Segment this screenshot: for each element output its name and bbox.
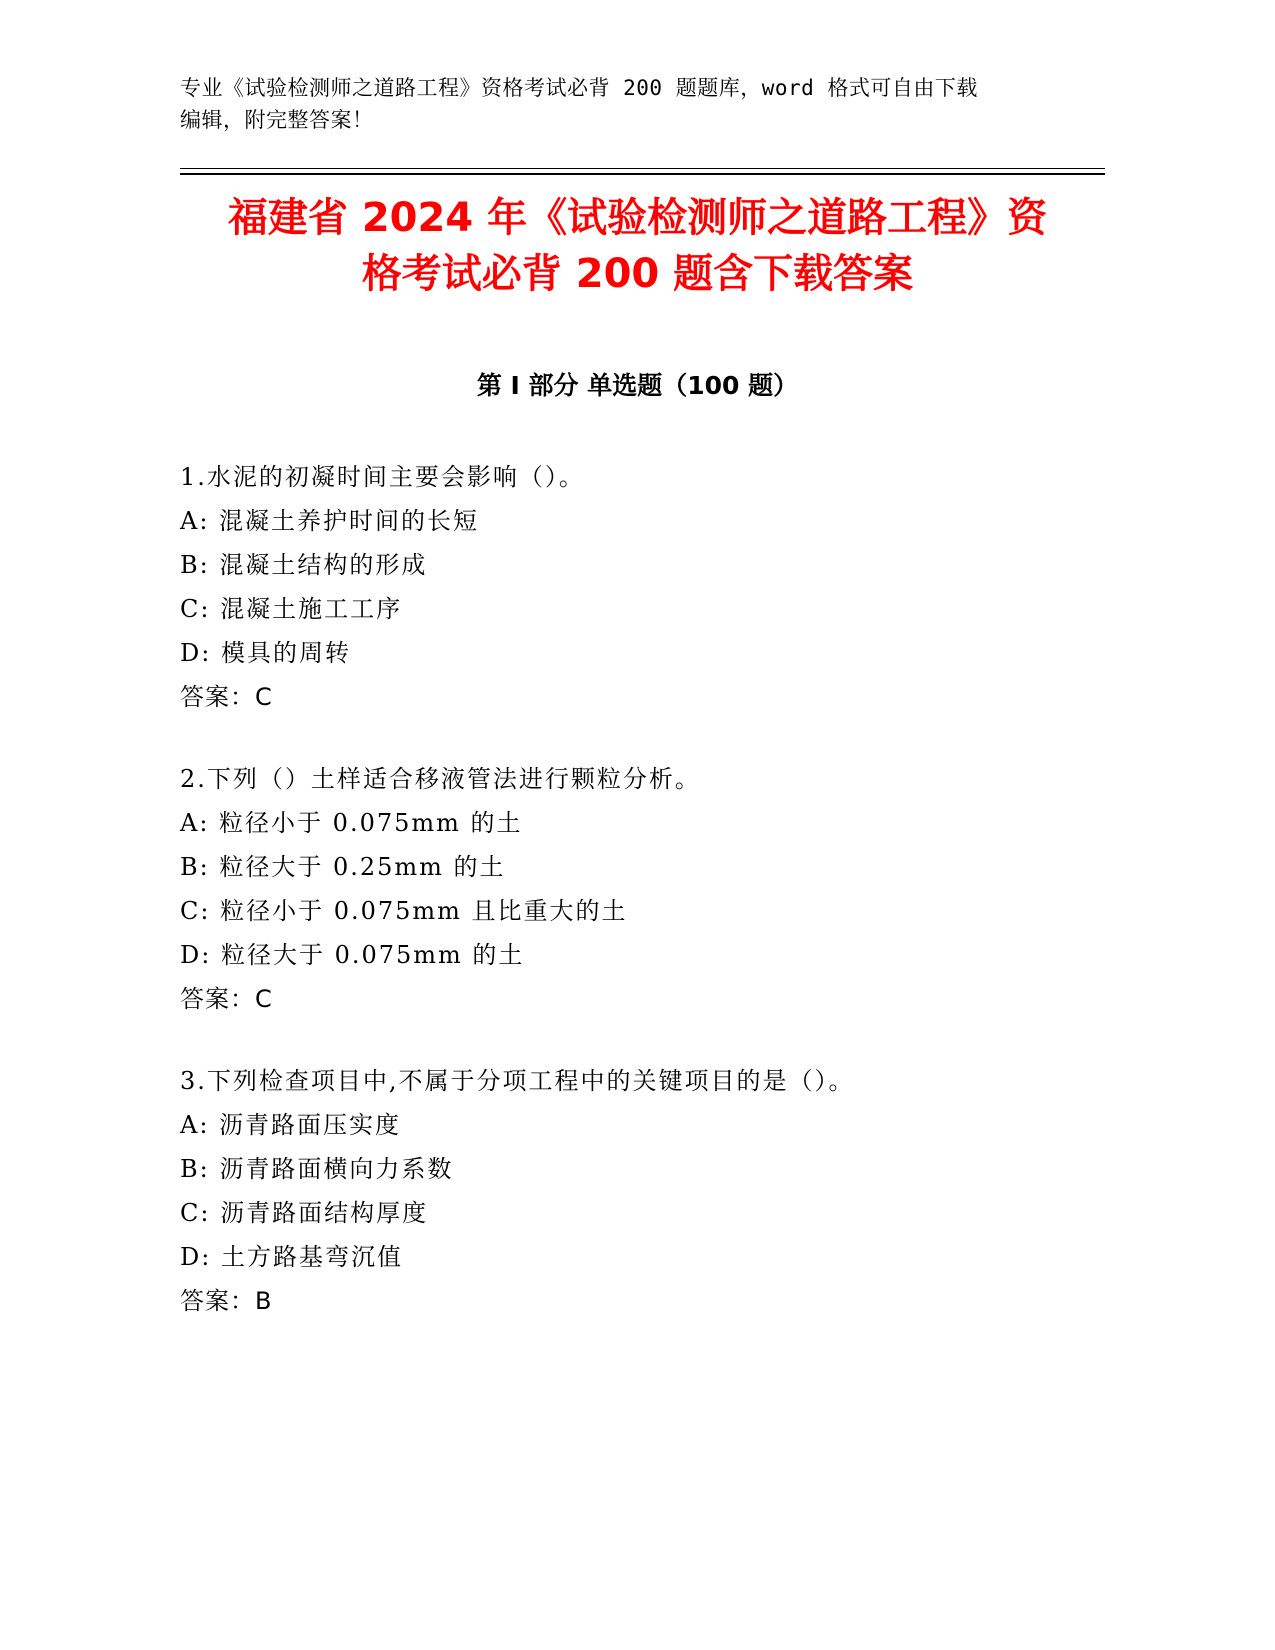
question-item (180, 455, 1100, 719)
question-option-a: A: 混凝土养护时间的长短 (180, 507, 480, 535)
question-option-c: C: 粒径小于 0.075mm 且比重大的土 (180, 897, 628, 925)
document-title-line-1: 福建省 2024 年《试验检测师之道路工程》资 (227, 195, 1048, 241)
question-option-a: A: 粒径小于 0.075mm 的土 (180, 809, 523, 837)
question-option-d: D: 粒径大于 0.075mm 的土 (180, 941, 525, 969)
question-answer: 答案：C (180, 985, 273, 1013)
header-note (180, 72, 1100, 136)
question-answer: 答案：C (180, 683, 273, 711)
question-option-d: D: 土方路基弯沉值 (180, 1243, 403, 1271)
question-stem: 1.水泥的初凝时间主要会影响（）。 (180, 463, 585, 491)
question-list (180, 455, 1100, 1361)
question-option-d: D: 模具的周转 (180, 639, 351, 667)
document-title-line-2: 格考试必背 200 题含下载答案 (361, 251, 914, 297)
question-option-b: B: 粒径大于 0.25mm 的土 (180, 853, 506, 881)
header-rule-thin (180, 168, 1105, 169)
header-rule-thick (180, 173, 1105, 175)
question-option-a: A: 沥青路面压实度 (180, 1111, 402, 1139)
question-item (180, 757, 1100, 1021)
question-answer: 答案：B (180, 1287, 273, 1315)
header-note-line-1: 专业《试验检测师之道路工程》资格考试必背 200 题题库，word 格式可自由下载 (180, 76, 978, 100)
question-stem: 2.下列（）土样适合移液管法进行颗粒分析。 (180, 765, 701, 793)
question-item (180, 1059, 1100, 1323)
document-title (150, 190, 1125, 302)
question-stem: 3.下列检查项目中,不属于分项工程中的关键项目的是（）。 (180, 1067, 855, 1095)
question-option-c: C: 混凝土施工工序 (180, 595, 403, 623)
question-option-c: C: 沥青路面结构厚度 (180, 1199, 429, 1227)
section-heading: 第 I 部分 单选题（100 题） (476, 371, 799, 400)
header-note-line-2: 编辑，附完整答案！ (180, 108, 374, 132)
question-option-b: B: 沥青路面横向力系数 (180, 1155, 454, 1183)
question-option-b: B: 混凝土结构的形成 (180, 551, 428, 579)
